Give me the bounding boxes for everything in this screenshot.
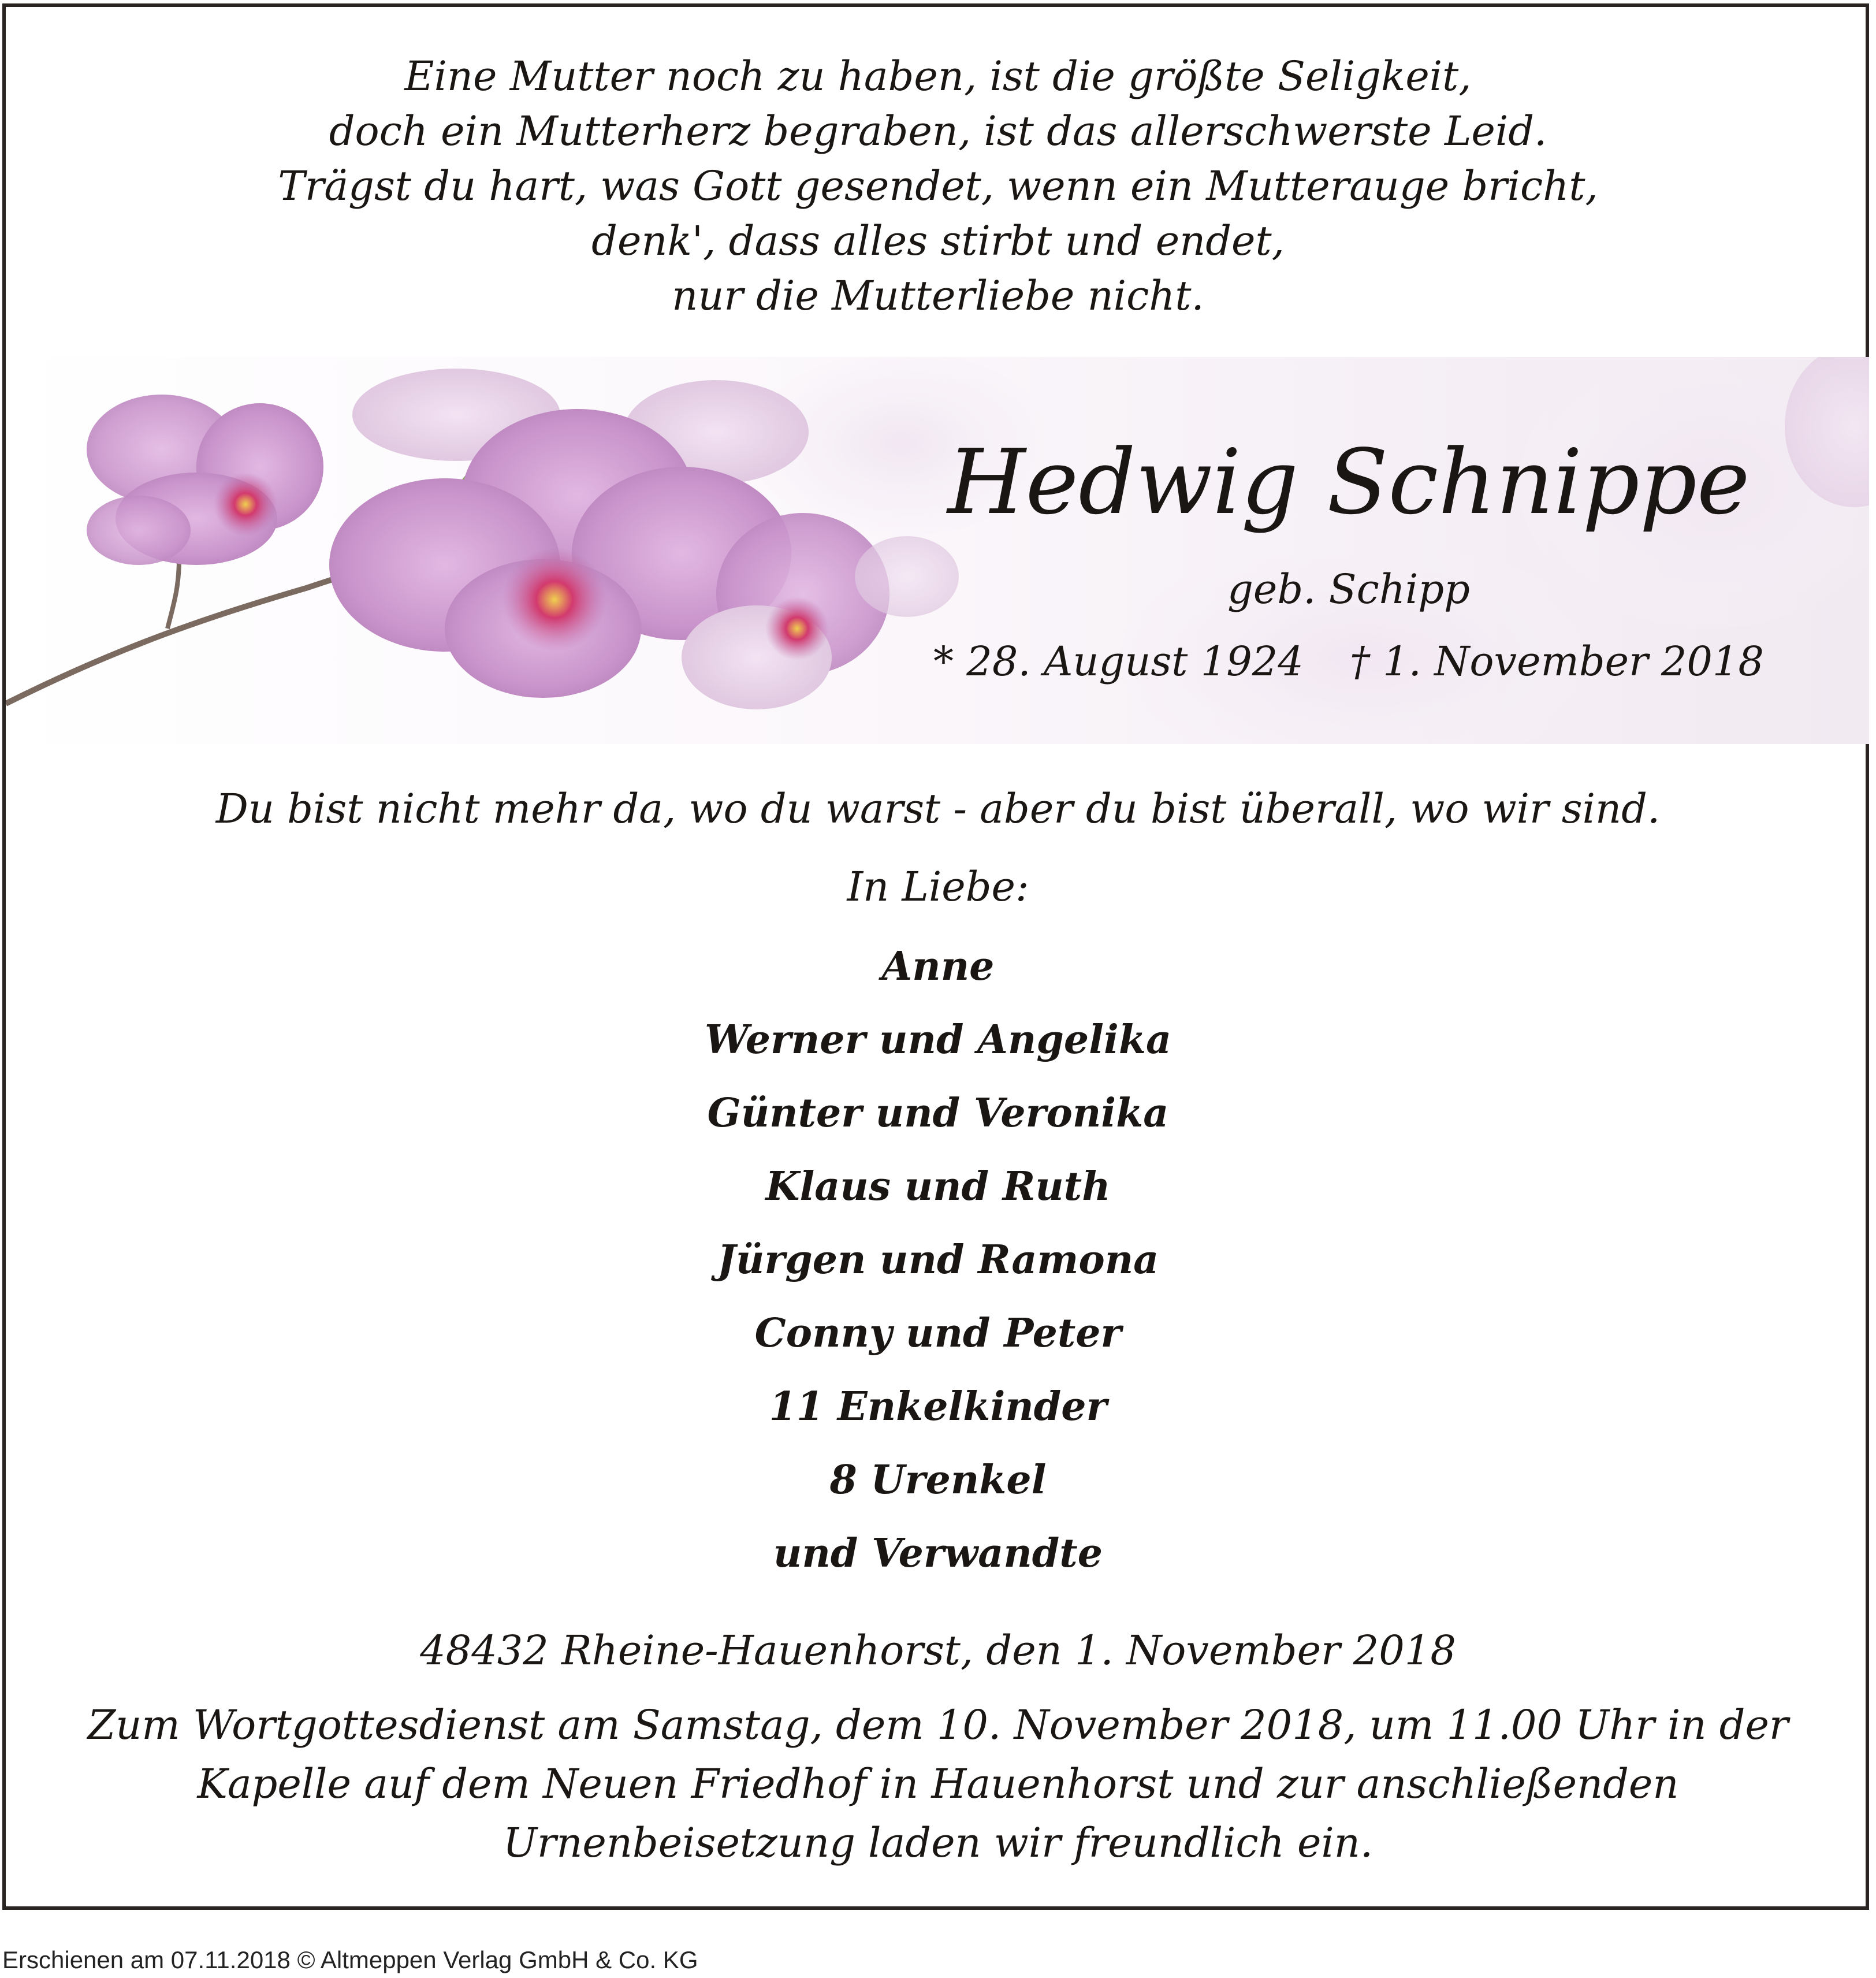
poem bbox=[0, 49, 1876, 324]
life-dates bbox=[751, 635, 1876, 687]
mourner: Klaus und Ruth bbox=[765, 1163, 1111, 1210]
poem-line: nur die Mutterliebe nicht. bbox=[672, 272, 1204, 319]
mourner: Anne bbox=[881, 943, 995, 990]
in-love-label: In Liebe: bbox=[847, 863, 1029, 910]
maiden-name: geb. Schipp bbox=[1227, 566, 1470, 613]
deceased-name: Hedwig Schnippe bbox=[947, 430, 1750, 534]
mourner: Günter und Veronika bbox=[707, 1090, 1169, 1136]
place-and-date: 48432 Rheine-Hauenhorst, den 1. November 2018 bbox=[420, 1627, 1456, 1674]
memorial-quote: Du bist nicht mehr da, wo du warst - aber du bist überall, wo wir sind. bbox=[215, 785, 1661, 832]
mourner: Werner und Angelika bbox=[704, 1017, 1172, 1063]
death-date: † 1. November 2018 bbox=[1349, 638, 1764, 685]
service-line: Zum Wortgottesdienst am Samstag, dem 10. November 2018, um 11.00 Uhr in der bbox=[87, 1701, 1789, 1749]
service-line: Kapelle auf dem Neuen Friedhof in Hauenhorst und zur anschließenden bbox=[197, 1760, 1679, 1808]
service-info bbox=[0, 1696, 1876, 1872]
poem-line: denk', dass alles stirbt und endet, bbox=[591, 217, 1285, 265]
mourner: 11 Enkelkinder bbox=[769, 1384, 1107, 1430]
poem-line: Trägst du hart, was Gott gesendet, wenn ein Mutterauge bricht, bbox=[278, 162, 1598, 210]
service-line: Urnenbeisetzung laden wir freundlich ein. bbox=[502, 1819, 1374, 1867]
birth-date: * 28. August 1924 bbox=[933, 638, 1304, 685]
mourner: 8 Urenkel bbox=[829, 1457, 1047, 1503]
mourners-list bbox=[0, 930, 1876, 1590]
poem-line: doch ein Mutterherz begraben, ist das allerschwerste Leid. bbox=[329, 107, 1547, 155]
mourner: Conny und Peter bbox=[754, 1310, 1122, 1356]
publication-footer: Erschienen am 07.11.2018 © Altmeppen Verlag GmbH & Co. KG bbox=[2, 1946, 698, 1973]
mourner: Jürgen und Ramona bbox=[717, 1237, 1159, 1283]
mourner: und Verwandte bbox=[773, 1530, 1103, 1577]
poem-line: Eine Mutter noch zu haben, ist die größte Seligkeit, bbox=[404, 53, 1472, 100]
